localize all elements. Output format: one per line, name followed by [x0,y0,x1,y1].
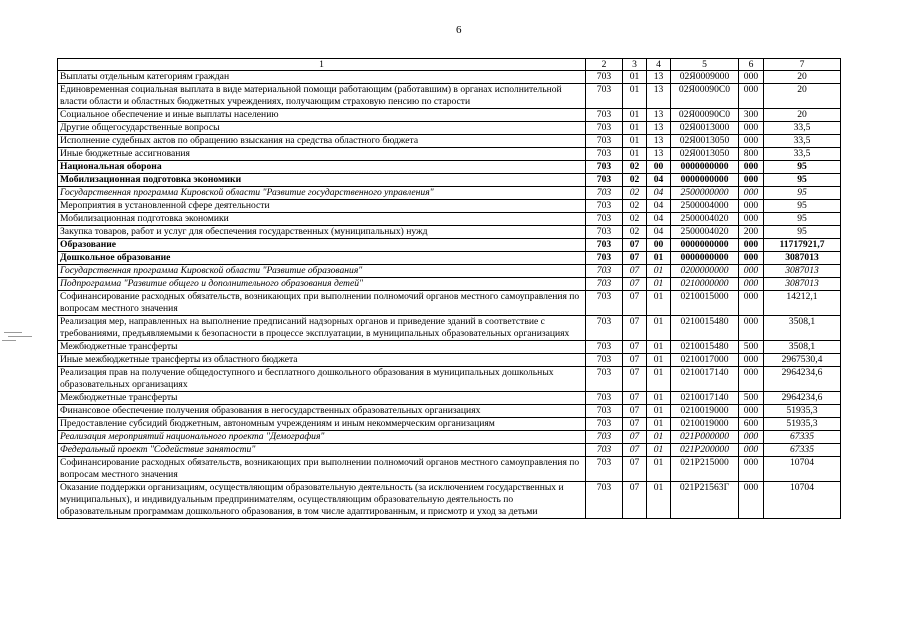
row-amount-cell: 51935,3 [764,405,841,418]
row-amount-cell: 20 [764,109,841,122]
table-row [58,341,841,354]
row-target-code-cell: 02Я0009000 [671,71,739,84]
table-row [58,161,841,174]
row-expense-type-cell: 000 [739,135,764,148]
row-subsection-cell: 13 [647,148,671,161]
row-target-code-cell: 021P000000 [671,431,739,444]
row-subsection-cell: 01 [647,405,671,418]
table-row [58,187,841,200]
table-row [58,316,841,341]
row-section-cell: 02 [623,200,647,213]
row-name-cell: Национальная оборона [58,161,586,174]
table-row [58,122,841,135]
row-expense-type-cell: 000 [739,431,764,444]
row-name-cell: Реализация мероприятий национального проекта "Демография" [58,431,586,444]
row-admin-code-cell: 703 [586,457,623,482]
row-name-cell: Государственная программа Кировской области "Развитие государственного управления" [58,187,586,200]
row-amount-cell: 3087013 [764,278,841,291]
row-name-cell: Закупка товаров, работ и услуг для обеспечения государственных (муниципальных) нужд [58,226,586,239]
row-section-cell: 01 [623,71,647,84]
row-admin-code-cell: 703 [586,482,623,519]
row-admin-code-cell: 703 [586,354,623,367]
table-row [58,418,841,431]
row-admin-code-cell: 703 [586,278,623,291]
row-amount-cell: 95 [764,187,841,200]
row-target-code-cell: 021P21563Г [671,482,739,519]
header-cell: 7 [764,59,841,71]
row-name-cell: Единовременная социальная выплата в виде материальной помощи работающим (работавшим) в органах исполнительной власти области и областных бюджетных учреждениях, получающим страховую пенсию по старости [58,84,586,109]
row-section-cell: 02 [623,187,647,200]
row-section-cell: 01 [623,135,647,148]
header-cell: 3 [623,59,647,71]
row-admin-code-cell: 703 [586,161,623,174]
row-section-cell: 07 [623,316,647,341]
table-row [58,135,841,148]
row-subsection-cell: 01 [647,252,671,265]
row-amount-cell: 67335 [764,431,841,444]
row-amount-cell: 51935,3 [764,418,841,431]
row-expense-type-cell: 000 [739,444,764,457]
row-admin-code-cell: 703 [586,213,623,226]
row-target-code-cell: 0210000000 [671,278,739,291]
row-target-code-cell: 02Я0013050 [671,148,739,161]
row-amount-cell: 11717921,7 [764,239,841,252]
row-expense-type-cell: 600 [739,418,764,431]
row-amount-cell: 95 [764,213,841,226]
row-expense-type-cell: 000 [739,265,764,278]
row-admin-code-cell: 703 [586,341,623,354]
row-expense-type-cell: 000 [739,200,764,213]
row-expense-type-cell: 000 [739,187,764,200]
row-subsection-cell: 01 [647,482,671,519]
row-subsection-cell: 04 [647,187,671,200]
row-admin-code-cell: 703 [586,444,623,457]
row-subsection-cell: 01 [647,392,671,405]
row-subsection-cell: 00 [647,239,671,252]
row-admin-code-cell: 703 [586,431,623,444]
header-cell: 5 [671,59,739,71]
row-name-cell: Софинансирование расходных обязательств, возникающих при выполнении полномочий органов местного самоуправления по вопросам местного значения [58,291,586,316]
row-name-cell: Мероприятия в установленной сфере деятельности [58,200,586,213]
row-amount-cell: 2967530,4 [764,354,841,367]
row-admin-code-cell: 703 [586,367,623,392]
row-expense-type-cell: 000 [739,252,764,265]
row-section-cell: 07 [623,418,647,431]
row-admin-code-cell: 703 [586,122,623,135]
row-admin-code-cell: 703 [586,187,623,200]
row-subsection-cell: 13 [647,84,671,109]
row-target-code-cell: 2500004000 [671,200,739,213]
row-target-code-cell: 0000000000 [671,239,739,252]
row-amount-cell: 95 [764,161,841,174]
row-name-cell: Государственная программа Кировской области "Развитие образования" [58,265,586,278]
row-target-code-cell: 0210019000 [671,405,739,418]
row-name-cell: Федеральный проект "Содействие занятости" [58,444,586,457]
row-expense-type-cell: 000 [739,316,764,341]
row-name-cell: Мобилизационная подготовка экономики [58,174,586,187]
row-expense-type-cell: 000 [739,174,764,187]
row-subsection-cell: 01 [647,457,671,482]
table-row [58,457,841,482]
row-admin-code-cell: 703 [586,405,623,418]
row-admin-code-cell: 703 [586,265,623,278]
row-section-cell: 01 [623,148,647,161]
row-amount-cell: 33,5 [764,148,841,161]
row-subsection-cell: 01 [647,341,671,354]
row-section-cell: 07 [623,431,647,444]
row-expense-type-cell: 500 [739,341,764,354]
row-subsection-cell: 13 [647,135,671,148]
row-name-cell: Подпрограмма "Развитие общего и дополнительного образования детей" [58,278,586,291]
row-expense-type-cell: 000 [739,482,764,519]
row-name-cell: Иные бюджетные ассигнования [58,148,586,161]
row-amount-cell: 33,5 [764,135,841,148]
row-name-cell: Другие общегосударственные вопросы [58,122,586,135]
table-row [58,265,841,278]
row-amount-cell: 3508,1 [764,316,841,341]
scan-speck [0,330,38,342]
row-name-cell: Оказание поддержки организациям, осуществляющим образовательную деятельность (за исключением государственных и муниципальных), и индивидуальным предпринимателям, осуществляющим образовательную деятельность по образовательным программам дошкольного образования, в том числе адаптированным, и присмотр и уход за детьми [58,482,586,519]
row-target-code-cell: 0200000000 [671,265,739,278]
header-cell: 4 [647,59,671,71]
row-amount-cell: 20 [764,71,841,84]
row-subsection-cell: 13 [647,122,671,135]
table-row [58,174,841,187]
row-subsection-cell: 01 [647,418,671,431]
row-admin-code-cell: 703 [586,291,623,316]
row-subsection-cell: 04 [647,200,671,213]
row-admin-code-cell: 703 [586,71,623,84]
row-admin-code-cell: 703 [586,239,623,252]
table-header-row [58,59,841,71]
row-admin-code-cell: 703 [586,148,623,161]
table-row [58,354,841,367]
row-expense-type-cell: 000 [739,367,764,392]
row-subsection-cell: 01 [647,444,671,457]
header-cell: 1 [58,59,586,71]
row-name-cell: Предоставление субсидий бюджетным, автономным учреждениям и иным некоммерческим организациям [58,418,586,431]
row-name-cell: Выплаты отдельным категориям граждан [58,71,586,84]
table-row [58,109,841,122]
row-expense-type-cell: 000 [739,84,764,109]
row-section-cell: 07 [623,482,647,519]
row-expense-type-cell: 000 [739,405,764,418]
header-cell: 2 [586,59,623,71]
page-number: 6 [456,24,462,36]
table-row [58,71,841,84]
row-target-code-cell: 02Я00090С0 [671,84,739,109]
row-target-code-cell: 0210019000 [671,418,739,431]
row-expense-type-cell: 200 [739,226,764,239]
row-section-cell: 01 [623,109,647,122]
table-row [58,444,841,457]
row-name-cell: Реализация мер, направленных на выполнение предписаний надзорных органов и приведение зданий в соответствие с требованиями, предъявляемыми к безопасности в процессе эксплуатации, в муниципальных образовательных организациях [58,316,586,341]
row-admin-code-cell: 703 [586,252,623,265]
row-amount-cell: 3087013 [764,265,841,278]
table-row [58,239,841,252]
table-row [58,482,841,519]
row-target-code-cell: 0000000000 [671,174,739,187]
row-section-cell: 02 [623,226,647,239]
table-row [58,148,841,161]
row-amount-cell: 95 [764,174,841,187]
row-target-code-cell: 0000000000 [671,252,739,265]
row-section-cell: 07 [623,265,647,278]
row-admin-code-cell: 703 [586,174,623,187]
table-row [58,252,841,265]
row-section-cell: 07 [623,457,647,482]
row-amount-cell: 10704 [764,457,841,482]
row-name-cell: Финансовое обеспечение получения образования в негосударственных образовательных организациях [58,405,586,418]
row-subsection-cell: 04 [647,174,671,187]
row-subsection-cell: 01 [647,291,671,316]
row-section-cell: 02 [623,161,647,174]
table-row [58,200,841,213]
row-section-cell: 02 [623,213,647,226]
row-subsection-cell: 13 [647,109,671,122]
row-expense-type-cell: 800 [739,148,764,161]
row-section-cell: 07 [623,341,647,354]
row-admin-code-cell: 703 [586,418,623,431]
row-expense-type-cell: 000 [739,122,764,135]
row-target-code-cell: 0210015480 [671,316,739,341]
row-subsection-cell: 13 [647,71,671,84]
row-expense-type-cell: 000 [739,354,764,367]
row-subsection-cell: 04 [647,213,671,226]
table-row [58,84,841,109]
table-row [58,405,841,418]
row-expense-type-cell: 000 [739,161,764,174]
row-admin-code-cell: 703 [586,84,623,109]
row-amount-cell: 95 [764,226,841,239]
row-name-cell: Дошкольное образование [58,252,586,265]
row-subsection-cell: 01 [647,354,671,367]
row-target-code-cell: 0210015480 [671,341,739,354]
row-subsection-cell: 01 [647,431,671,444]
row-section-cell: 07 [623,239,647,252]
row-section-cell: 07 [623,367,647,392]
row-expense-type-cell: 000 [739,213,764,226]
row-amount-cell: 95 [764,200,841,213]
row-section-cell: 07 [623,405,647,418]
row-expense-type-cell: 500 [739,392,764,405]
row-admin-code-cell: 703 [586,392,623,405]
row-section-cell: 02 [623,174,647,187]
row-section-cell: 07 [623,392,647,405]
row-expense-type-cell: 000 [739,71,764,84]
table-row [58,291,841,316]
row-name-cell: Исполнение судебных актов по обращению взыскания на средства областного бюджета [58,135,586,148]
table-row [58,278,841,291]
row-section-cell: 07 [623,278,647,291]
header-cell: 6 [739,59,764,71]
budget-table [57,58,841,519]
row-amount-cell: 3087013 [764,252,841,265]
row-admin-code-cell: 703 [586,109,623,122]
row-admin-code-cell: 703 [586,200,623,213]
row-admin-code-cell: 703 [586,226,623,239]
row-target-code-cell: 02Я00090С0 [671,109,739,122]
row-target-code-cell: 0210017140 [671,392,739,405]
row-subsection-cell: 01 [647,278,671,291]
row-target-code-cell: 02Я0013050 [671,135,739,148]
row-target-code-cell: 2500004020 [671,213,739,226]
table-row [58,367,841,392]
row-name-cell: Социальное обеспечение и иные выплаты населению [58,109,586,122]
row-expense-type-cell: 000 [739,239,764,252]
row-target-code-cell: 0210017000 [671,354,739,367]
row-target-code-cell: 2500000000 [671,187,739,200]
row-target-code-cell: 02Я0013000 [671,122,739,135]
row-target-code-cell: 021P215000 [671,457,739,482]
row-subsection-cell: 01 [647,367,671,392]
row-admin-code-cell: 703 [586,135,623,148]
row-amount-cell: 20 [764,84,841,109]
table-row [58,431,841,444]
row-amount-cell: 3508,1 [764,341,841,354]
row-section-cell: 07 [623,252,647,265]
row-target-code-cell: 0210015000 [671,291,739,316]
row-amount-cell: 33,5 [764,122,841,135]
row-section-cell: 07 [623,354,647,367]
row-section-cell: 07 [623,291,647,316]
table-row [58,213,841,226]
row-subsection-cell: 01 [647,316,671,341]
row-expense-type-cell: 000 [739,278,764,291]
row-subsection-cell: 01 [647,265,671,278]
row-target-code-cell: 021P200000 [671,444,739,457]
row-amount-cell: 2964234,6 [764,367,841,392]
row-name-cell: Реализация прав на получение общедоступного и бесплатного дошкольного образования в муниципальных дошкольных образовательных организациях [58,367,586,392]
row-section-cell: 01 [623,84,647,109]
row-subsection-cell: 00 [647,161,671,174]
table-row [58,392,841,405]
row-name-cell: Межбюджетные трансферты [58,341,586,354]
table-row [58,226,841,239]
row-target-code-cell: 0000000000 [671,161,739,174]
row-section-cell: 07 [623,444,647,457]
row-name-cell: Софинансирование расходных обязательств, возникающих при выполнении полномочий органов местного самоуправления по вопросам местного значения [58,457,586,482]
row-amount-cell: 2964234,6 [764,392,841,405]
row-admin-code-cell: 703 [586,316,623,341]
row-target-code-cell: 0210017140 [671,367,739,392]
row-subsection-cell: 04 [647,226,671,239]
row-name-cell: Межбюджетные трансферты [58,392,586,405]
row-expense-type-cell: 000 [739,291,764,316]
row-name-cell: Мобилизационная подготовка экономики [58,213,586,226]
row-amount-cell: 14212,1 [764,291,841,316]
row-amount-cell: 10704 [764,482,841,519]
row-target-code-cell: 2500004020 [671,226,739,239]
row-amount-cell: 67335 [764,444,841,457]
row-expense-type-cell: 000 [739,457,764,482]
row-name-cell: Иные межбюджетные трансферты из областного бюджета [58,354,586,367]
row-name-cell: Образование [58,239,586,252]
row-section-cell: 01 [623,122,647,135]
row-expense-type-cell: 300 [739,109,764,122]
